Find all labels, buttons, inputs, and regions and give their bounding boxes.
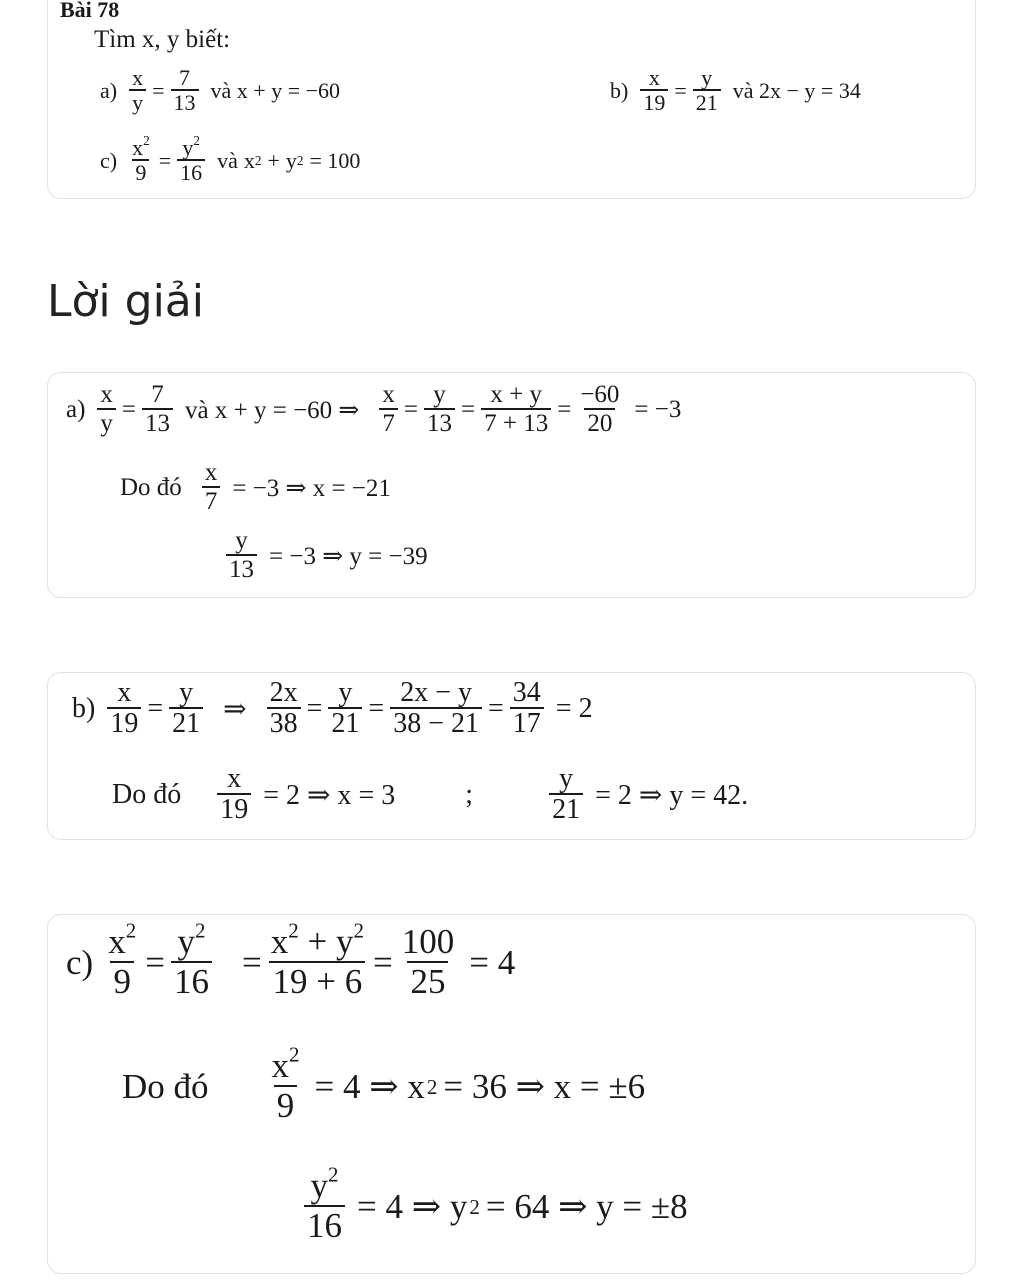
fraction: $\frac{x^2}{9}$ xyxy=(132,133,150,186)
result: = 4 xyxy=(469,942,516,982)
plus: + xyxy=(267,147,280,173)
fraction: $\frac{y}{13}$ xyxy=(226,528,257,584)
condition-a: và x + y = −60 xyxy=(210,77,341,103)
fraction: $\frac{7}{13}$ xyxy=(142,382,173,438)
fraction: $\frac{x^2}{9}$ xyxy=(271,1042,300,1125)
equals: = xyxy=(487,693,504,725)
problem-title: Bài 78 xyxy=(60,0,120,22)
condition-b: và 2x − y = 34 xyxy=(732,77,861,103)
equals: = xyxy=(306,693,323,725)
y-result: = 64 ⇒ y = ±8 xyxy=(485,1186,688,1226)
var-y: y xyxy=(285,147,297,173)
solution-a-line1 xyxy=(60,382,687,438)
fraction: $\frac{y}{21}$ xyxy=(693,66,721,115)
solution-c-line1 xyxy=(60,918,521,1001)
equals: = xyxy=(403,395,418,423)
fraction: $\frac{-60}{20}$ xyxy=(580,381,620,438)
fraction: $\frac{y}{21}$ xyxy=(549,764,583,826)
x-result: = 36 ⇒ x = ±6 xyxy=(443,1066,646,1106)
solution-b-line1 xyxy=(66,678,599,740)
fraction: $\frac{x + y}{7 + 13}$ xyxy=(481,382,551,438)
equals: = xyxy=(121,395,137,423)
equals: = xyxy=(557,395,572,423)
fraction: $\frac{x}{y}$ xyxy=(97,382,116,438)
condition-text: và x + y = −60 ⇒ xyxy=(185,396,360,424)
label-a: a) xyxy=(66,395,86,423)
x-result: = −3 ⇒ x = −21 xyxy=(232,474,391,502)
fraction: $\frac{x}{7}$ xyxy=(202,460,221,516)
sum-value: = 100 xyxy=(309,147,361,173)
therefore-text: Do đó xyxy=(122,1066,209,1106)
result: = −3 xyxy=(634,395,682,423)
fraction: $\frac{2x}{38}$ xyxy=(267,678,301,740)
equals: = xyxy=(372,942,393,982)
var-x: x xyxy=(243,147,255,173)
equals: = xyxy=(460,395,476,423)
label-c: c) xyxy=(66,942,94,982)
equals: = xyxy=(158,147,172,173)
fraction: $\frac{y}{13}$ xyxy=(424,382,455,438)
fraction: $\frac{2x - y}{38 - 21}$ xyxy=(390,678,482,740)
and-word: và xyxy=(217,147,238,173)
therefore-text: Do đó xyxy=(120,473,182,501)
equals: = xyxy=(241,942,262,982)
label-b: b) xyxy=(610,77,629,103)
label-a: a) xyxy=(100,77,118,103)
fraction: $\frac{y^2}{16}$ xyxy=(177,136,205,185)
equals: = xyxy=(145,942,165,982)
fraction: $\frac{100}{25}$ xyxy=(401,922,455,1001)
equals: = xyxy=(147,693,164,725)
fraction: $\frac{7}{13}$ xyxy=(171,66,199,115)
equals: = xyxy=(674,77,687,103)
x-result: = 2 ⇒ x = 3 xyxy=(263,780,396,812)
separator: ; xyxy=(465,779,474,811)
result: = 2 xyxy=(555,693,593,725)
fraction: $\frac{x^2}{9}$ xyxy=(108,918,137,1001)
solution-c-line2: Do đó $\frac{x^2}{9}$ = 4 ⇒ x 2 = 36 ⇒ x = ±6 xyxy=(122,1042,646,1125)
fraction: $\frac{y}{21}$ xyxy=(328,678,362,740)
solution-c-line3: $\frac{y^2}{16}$ = 4 ⇒ y 2 = 64 ⇒ y = ±8 xyxy=(298,1168,694,1245)
solution-a-line3 xyxy=(220,528,434,584)
fraction: $\frac{x}{7}$ xyxy=(379,382,398,438)
label-c: c) xyxy=(100,147,118,173)
y-result: = −3 ⇒ y = −39 xyxy=(269,542,428,570)
problem-a xyxy=(94,66,346,115)
fraction: $\frac{y}{21}$ xyxy=(169,678,203,740)
problem-c: c) $\frac{x^2}{9}$ = $\frac{y^2}{16}$ và x 2 + y 2 = 100 xyxy=(100,133,361,186)
implies: ⇒ xyxy=(223,694,247,726)
problem-prompt xyxy=(94,26,230,54)
label-b: b) xyxy=(72,693,96,725)
x-squared: = 4 ⇒ x xyxy=(314,1066,425,1106)
solution-heading: Lời giải xyxy=(47,276,204,327)
problem-b xyxy=(604,66,867,115)
fraction: $\frac{x}{y}$ xyxy=(129,66,146,115)
fraction: $\frac{x^2 + y^2}{19 + 6}$ xyxy=(270,918,364,1001)
fraction: $\frac{x}{19}$ xyxy=(640,66,668,115)
y-result: = 2 ⇒ y = 42. xyxy=(595,780,749,812)
solution-b-line2 xyxy=(112,764,754,826)
fraction: $\frac{y^2}{16}$ xyxy=(304,1168,345,1245)
equals: = xyxy=(152,77,165,103)
equals: = xyxy=(368,693,385,725)
fraction: $\frac{x}{19}$ xyxy=(217,764,251,826)
fraction: $\frac{x}{19}$ xyxy=(107,678,141,740)
therefore-text: Do đó xyxy=(112,779,182,811)
fraction: $\frac{y^2}{16}$ xyxy=(171,924,212,1001)
y-squared: = 4 ⇒ y xyxy=(357,1186,468,1226)
prompt-text: Tìm x, y biết: xyxy=(94,26,231,53)
fraction: $\frac{34}{17}$ xyxy=(510,678,544,740)
solution-a-line2 xyxy=(120,460,397,516)
